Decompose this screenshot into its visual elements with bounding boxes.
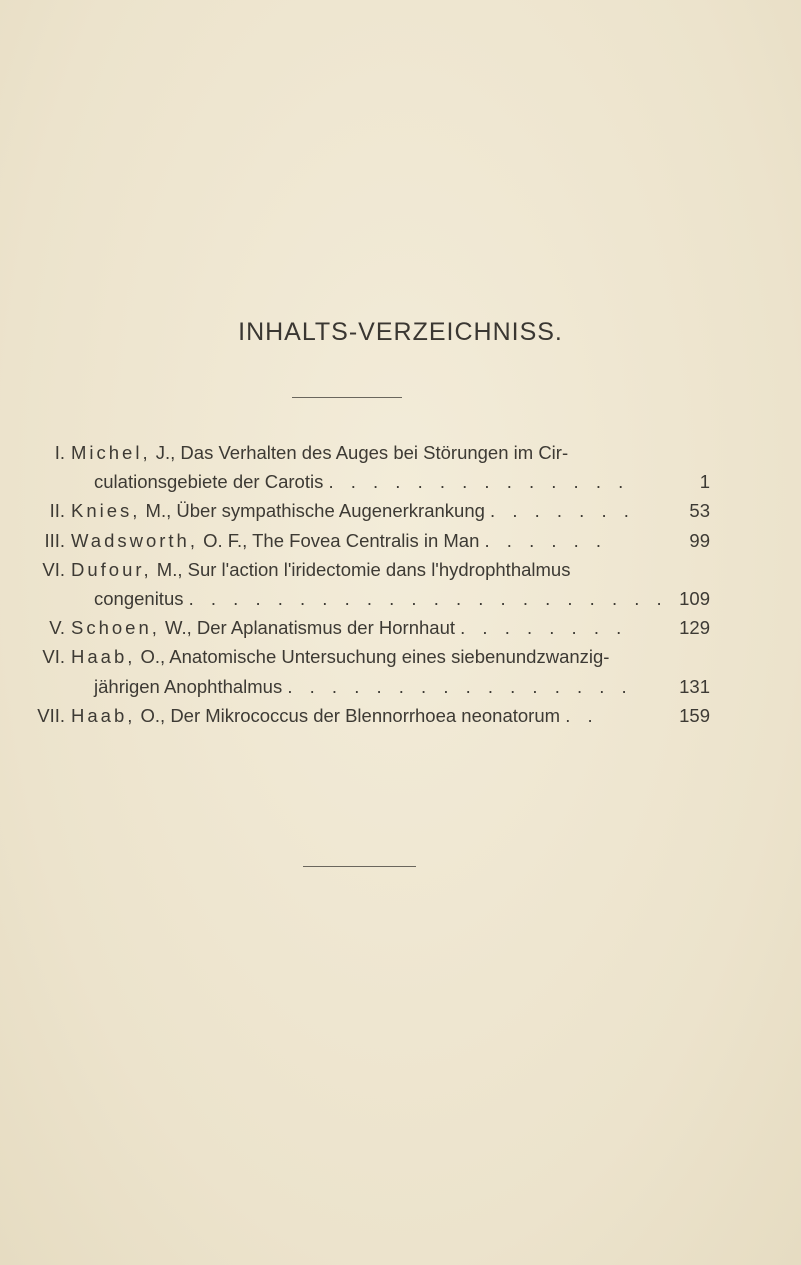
entry-title-continued: jährigen Anophthalmus bbox=[94, 675, 283, 697]
entry-page: 129 bbox=[679, 617, 710, 639]
toc-entry bbox=[0, 496, 801, 525]
leader-dots: . . . . . . . . bbox=[460, 617, 628, 639]
page-title: INHALTS-VERZEICHNISS. bbox=[238, 318, 563, 346]
entry-title: M., Sur l'action l'iridectomie dans l'hydrophthalmus bbox=[151, 558, 571, 580]
entry-title-continued: culationsgebiete der Carotis bbox=[94, 471, 324, 493]
entry-number: VII. bbox=[37, 704, 65, 726]
toc-entry bbox=[0, 526, 801, 555]
entry-number: I. bbox=[54, 442, 65, 463]
entry-title: O. F., The Fovea Centralis in Man bbox=[197, 529, 480, 551]
entry-author: Wadsworth, bbox=[71, 529, 198, 551]
entry-title: O., Der Mikrococcus der Blennorrhoea neonatorum bbox=[135, 704, 561, 726]
leader-dots: . . . . . . . . . . . . . . bbox=[328, 471, 630, 493]
toc-entry bbox=[0, 701, 801, 730]
leader-dots: . . . . . . bbox=[484, 529, 608, 551]
entry-page: 131 bbox=[679, 675, 710, 697]
entry-number: III. bbox=[44, 529, 65, 551]
entry-page: 159 bbox=[679, 704, 710, 726]
entry-number: II. bbox=[49, 500, 65, 522]
entry-title: M., Über sympathische Augenerkrankung bbox=[140, 500, 485, 522]
entry-title: O., Anatomische Untersuchung eines siebenundzwanzig- bbox=[135, 646, 610, 668]
entry-number: V. bbox=[49, 617, 65, 639]
entry-author: Michel, bbox=[71, 442, 151, 463]
entry-title: J., Das Verhalten des Auges bei Störungen im Cir- bbox=[150, 442, 569, 463]
entry-page: 1 bbox=[699, 471, 710, 493]
entry-author: Haab, bbox=[71, 704, 136, 726]
leader-dots: . . . . . . . . . . . . . . . . . . . . . . bbox=[188, 587, 668, 609]
entry-number: VI. bbox=[42, 558, 65, 580]
toc-entry bbox=[0, 438, 801, 496]
entry-title: W., Der Aplanatismus der Hornhaut bbox=[159, 617, 455, 639]
entry-title-continued: congenitus bbox=[94, 587, 184, 609]
leader-dots: . . . . . . . bbox=[490, 500, 635, 522]
entry-author: Haab, bbox=[71, 646, 136, 668]
table-of-contents bbox=[0, 438, 801, 730]
entry-author: Schoen, bbox=[71, 617, 160, 639]
entry-number: VI. bbox=[42, 646, 65, 668]
top-divider bbox=[292, 397, 402, 398]
toc-entry bbox=[0, 555, 801, 613]
bottom-divider bbox=[303, 866, 416, 867]
entry-page: 53 bbox=[689, 500, 710, 522]
leader-dots: . . . . . . . . . . . . . . . . bbox=[287, 675, 633, 697]
entry-author: Dufour, bbox=[71, 558, 152, 580]
entry-page: 109 bbox=[679, 587, 710, 609]
entry-page: 99 bbox=[689, 529, 710, 551]
toc-entry bbox=[0, 613, 801, 642]
leader-dots: . . bbox=[565, 704, 599, 726]
entry-author: Knies, bbox=[71, 500, 141, 522]
toc-entry bbox=[0, 642, 801, 700]
